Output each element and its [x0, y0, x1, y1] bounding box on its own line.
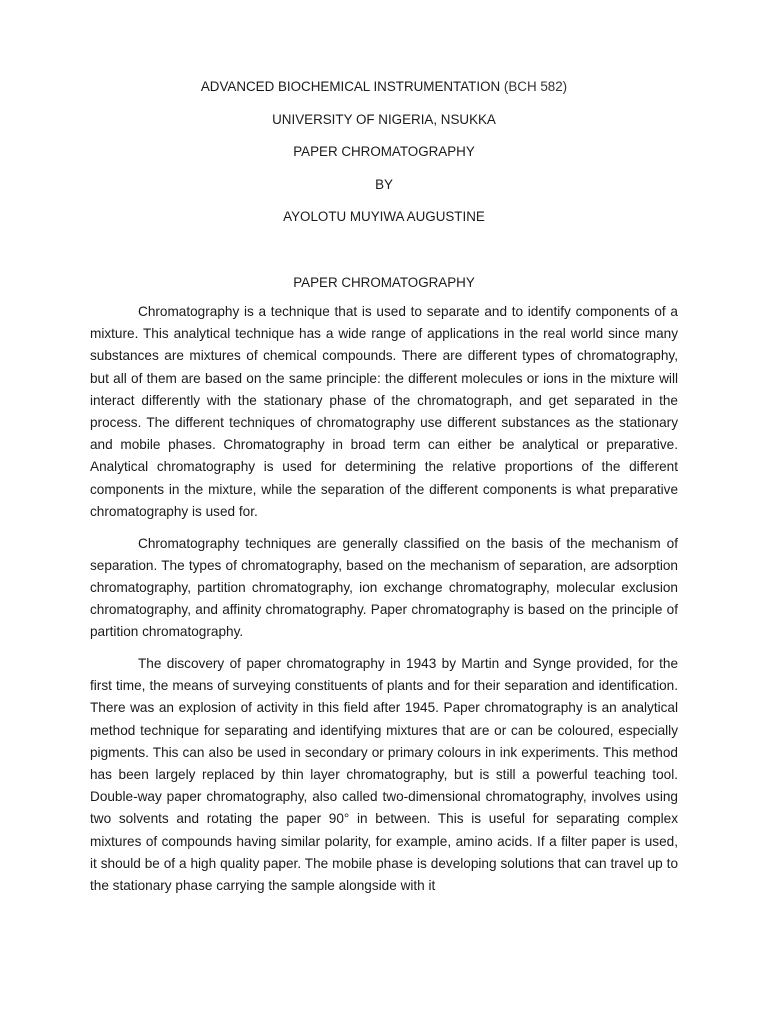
author-name: AYOLOTU MUYIWA AUGUSTINE	[283, 209, 485, 224]
body-text	[90, 301, 678, 907]
by-label: BY	[375, 176, 393, 192]
paragraph: The discovery of paper chromatography in 1943 by Martin and Synge provided, for the first time, the means of surveying constituents of plants and for their separation and identification. There was an explosion of activity in this field after 1945. Paper chromatography is an analytical method technique for separating and identifying mixtures that are or can be coloured, especially pigments. This can also be used in secondary or primary colours in ink experiments. This method has been largely replaced by thin layer chromatography, but is still a powerful teaching tool. Double-way paper chromatography, also called two-dimensional chromatography, involves using two solvents and rotating the paper 90° in between. This is useful for separating complex mixtures of compounds having similar polarity, for example, amino acids. If a filter paper is used, it should be of a high quality paper. The mobile phase is developing solutions that can travel up to the stationary phase carrying the sample alongside with it	[90, 656, 678, 894]
section-heading: PAPER CHROMATOGRAPHY	[293, 275, 475, 290]
course-title: ADVANCED BIOCHEMICAL INSTRUMENTATION	[200, 79, 501, 94]
university-name: UNIVERSITY OF NIGERIA, NSUKKA	[272, 111, 496, 127]
title-block	[0, 76, 768, 239]
topic-title: PAPER CHROMATOGRAPHY	[293, 144, 475, 159]
course-code: (BCH 582)	[500, 79, 568, 94]
course-heading	[0, 76, 768, 98]
paragraph: Chromatography techniques are generally classified on the basis of the mechanism of separation. The types of chromatography, based on the mechanism of separation, are adsorption chromatography, partition chromatography, ion exchange chromatography, molecular exclusion chromatography, and affinity chromatography. Paper chromatography is based on the principle of partition chromatography.	[90, 535, 678, 640]
paragraph: Chromatography is a technique that is used to separate and to identify components of a mixture. This analytical technique has a wide range of applications in the real world since many substances are mixtures of chemical compounds. There are different types of chromatography, but all of them are based on the same principle: the different molecules or ions in the mixture will interact differently with the stationary phase of the chromatograph, and get separated in the process. The different techniques of chromatography use different substances as the stationary and mobile phases. Chromatography in broad term can either be analytical or preparative. Analytical chromatography is used for determining the relative proportions of the different components in the mixture, while the separation of the different components is what preparative chromatography is used for.	[90, 304, 678, 519]
